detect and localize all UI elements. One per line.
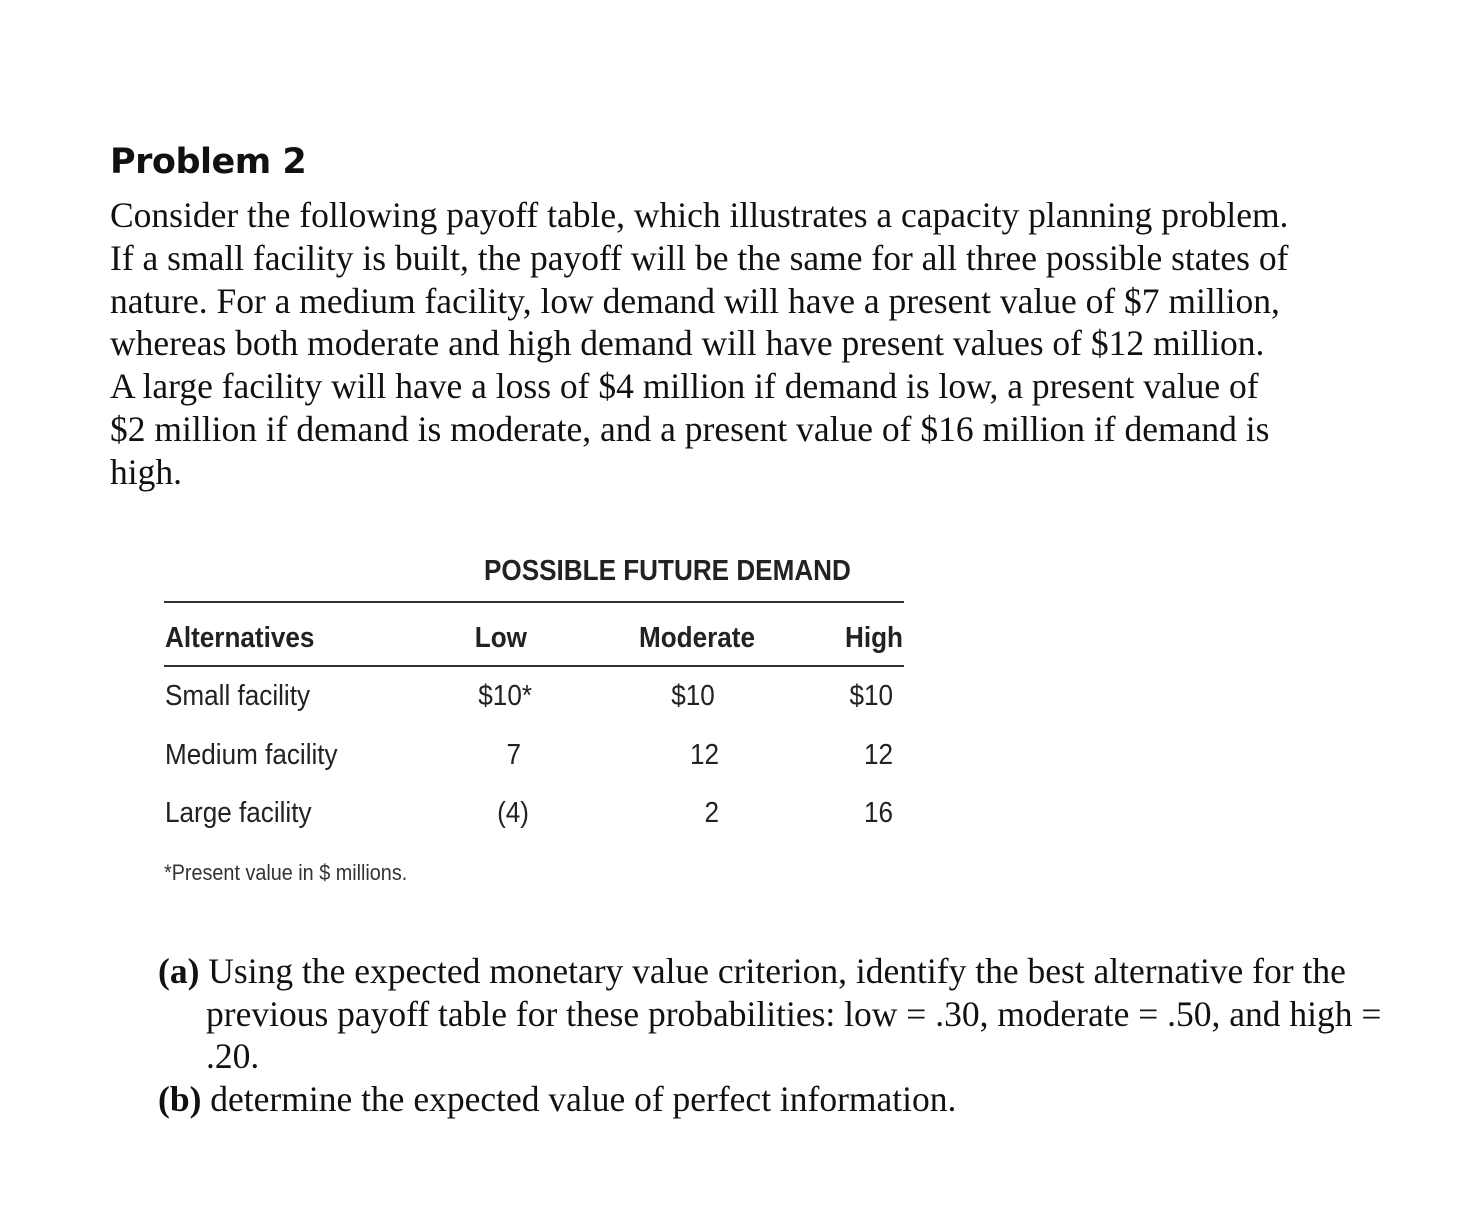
cell-medium-low: 7 xyxy=(506,739,521,771)
cell-small-moderate: $10 xyxy=(671,680,715,712)
statement-line: $2 million if demand is moderate, and a present value of $16 million if demand is xyxy=(110,408,1270,449)
problem-statement xyxy=(110,194,1410,494)
question-b xyxy=(158,1078,1398,1121)
cell-medium-moderate: 12 xyxy=(689,739,719,771)
row-label-medium: Medium facility xyxy=(165,739,338,771)
question-label: (a) xyxy=(158,951,200,991)
problem-title: Problem 2 xyxy=(110,142,307,182)
statement-line: whereas both moderate and high demand will have present values of $12 million. xyxy=(110,323,1265,364)
cell-small-low: $10* xyxy=(478,680,532,712)
question-list xyxy=(158,950,1398,1120)
question-label: (b) xyxy=(158,1078,202,1119)
cell-small-high: $10 xyxy=(849,680,893,712)
cell-large-high: 16 xyxy=(863,797,893,829)
statement-line: high. xyxy=(110,451,182,492)
table-top-rule xyxy=(164,601,904,603)
row-label-large: Large facility xyxy=(165,797,312,829)
statement-line: If a small facility is built, the payoff will be the same for all three possible states of xyxy=(110,237,1289,278)
cell-medium-high: 12 xyxy=(863,739,893,771)
column-header-alternatives: Alternatives xyxy=(165,622,315,654)
column-header-high: High xyxy=(845,622,903,654)
column-header-moderate: Moderate xyxy=(638,622,756,654)
statement-line: A large facility will have a loss of $4 million if demand is low, a present value of xyxy=(110,366,1259,407)
question-text: Using the expected monetary value criterion, identify the best alternative for the previous payoff table for these probabilities: low = .30, moderate = .50, and high = .20. xyxy=(206,951,1382,1076)
table-header-rule xyxy=(164,665,904,667)
column-header-low: Low xyxy=(474,622,527,654)
cell-large-moderate: 2 xyxy=(704,797,719,829)
question-text: determine the expected value of perfect information. xyxy=(210,1078,957,1119)
row-label-small: Small facility xyxy=(165,680,311,712)
question-a xyxy=(158,950,1398,1078)
table-footnote: *Present value in $ millions. xyxy=(164,860,408,885)
statement-line: Consider the following payoff table, which illustrates a capacity planning problem. xyxy=(110,195,1289,235)
statement-line: nature. For a medium facility, low demand will have a present value of $7 million, xyxy=(110,280,1280,321)
cell-large-low: (4) xyxy=(497,797,529,829)
table-super-header: POSSIBLE FUTURE DEMAND xyxy=(484,555,851,587)
